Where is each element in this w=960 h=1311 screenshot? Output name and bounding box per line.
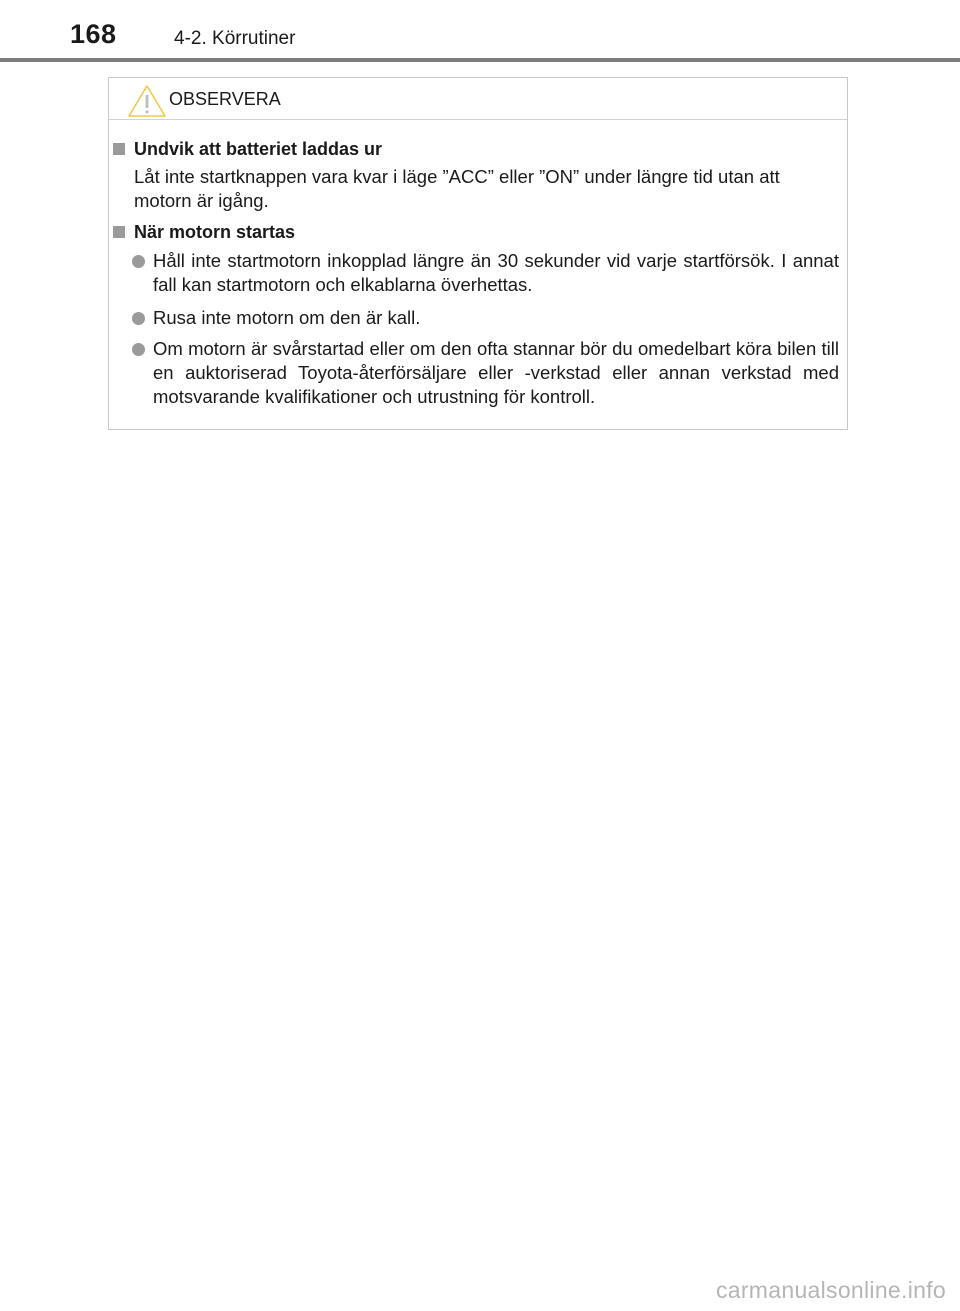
list-item-text: Håll inte startmotorn inkopplad längre än 30 sekunder vid varje startförsök. I annat fall kan startmotorn och elkablarna överhettas.: [153, 250, 839, 295]
section-title: 4-2. Körrutiner: [174, 28, 296, 49]
circle-bullet-icon: [132, 255, 145, 268]
square-bullet-icon: [113, 226, 125, 238]
watermark: carmanualsonline.info: [715, 1277, 946, 1303]
list-item-text: Om motorn är svårstartad eller om den ofta stannar bör du omedelbart köra bilen till en auktoriserad Toyota-återförsäljare eller -verkstad eller annan verkstad med motsvarande kvalifikationer och utrustning för kontroll.: [153, 338, 839, 407]
circle-bullet-icon: [132, 343, 145, 356]
warning-triangle-icon: [127, 84, 167, 118]
notice-label: OBSERVERA: [169, 89, 281, 109]
section-heading-text: När motorn startas: [134, 222, 296, 242]
page-number: 168: [70, 19, 117, 49]
section-heading-text: Undvik att batteriet laddas ur: [134, 139, 383, 159]
page-header: [0, 0, 960, 64]
notice-box: [108, 77, 848, 430]
section-paragraph: Låt inte startknappen vara kvar i läge ”ACC” eller ”ON” under längre tid utan att motorn är igång.: [134, 166, 780, 211]
square-bullet-icon: [113, 143, 125, 155]
notice-header: [109, 78, 847, 120]
circle-bullet-icon: [132, 312, 145, 325]
header-rule: [0, 58, 960, 62]
list-item-text: Rusa inte motorn om den är kall.: [153, 307, 421, 328]
